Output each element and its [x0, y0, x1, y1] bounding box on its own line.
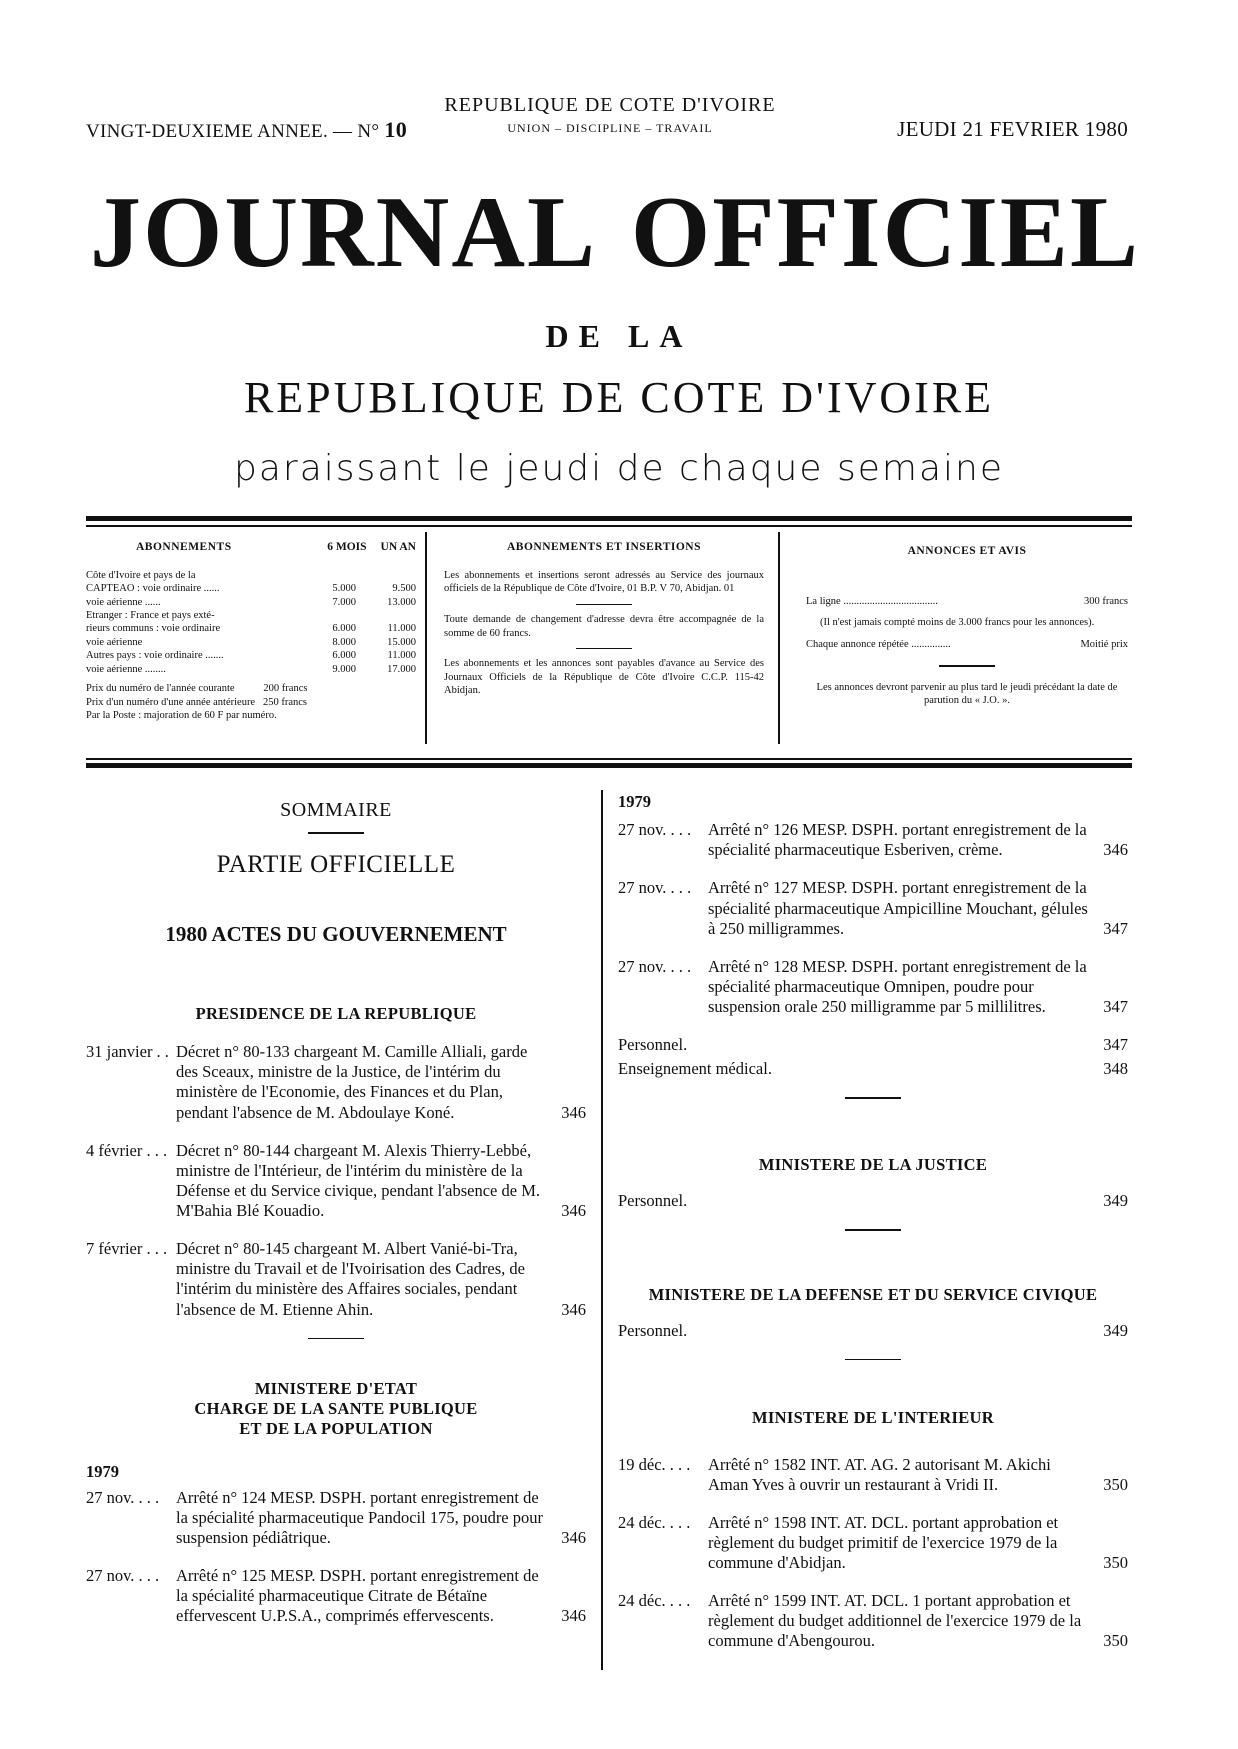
box-divider-1 — [425, 532, 427, 744]
minimum-charge-note: (Il n'est jamais compté moins de 3.000 francs pour les annonces). — [820, 617, 1095, 629]
price-past-issue: Prix d'un numéro d'une année antérieure 250 francs — [86, 696, 307, 708]
subscription-row — [86, 636, 416, 649]
summary-entry — [618, 1513, 1128, 1573]
subscription-year: 11.000 — [387, 650, 416, 662]
summary-entry — [86, 1239, 586, 1320]
sante-entries — [86, 1488, 586, 1627]
subscription-6months: 8.000 — [332, 636, 356, 648]
subscription-row — [86, 649, 416, 662]
justice-personnel-page: 349 — [1103, 1191, 1128, 1210]
entry-date: 27 nov. . . . — [86, 1487, 160, 1507]
entry-page: 346 — [561, 1299, 586, 1319]
entry-date: 24 déc. . . . — [618, 1512, 691, 1532]
personnel-row — [618, 1035, 1128, 1055]
right-separator-1 — [845, 1097, 901, 1099]
entry-text: Décret n° 80-145 chargeant M. Albert Vanié-bi-Tra, ministre du Travail et de l'Ivoirisation des Cadres, de l'intérim du ministère des Affaires sociales, pendant l'absence de M. Etienne Ahin. — [176, 1239, 525, 1319]
subscription-6months: 9.000 — [332, 663, 356, 675]
actes-heading: 1980 ACTES DU GOUVERNEMENT — [165, 922, 507, 947]
masthead-de-la: DE LA — [545, 318, 693, 354]
subscription-row — [86, 596, 416, 609]
announcements-box — [806, 544, 1128, 707]
announcements-separator — [939, 665, 995, 667]
entry-page: 346 — [561, 1102, 586, 1122]
entry-date: 31 janvier . . — [86, 1042, 169, 1062]
interieur-heading: MINISTERE DE L'INTERIEUR — [752, 1408, 994, 1428]
sante-entries-continued — [618, 820, 1128, 1017]
top-thick-rule — [86, 516, 1132, 521]
entry-text: Arrêté n° 1599 INT. AT. DCL. 1 portant approbation et règlement du budget additionnel de l'exercice 1979 de la commune d'Abengourou. — [708, 1591, 1082, 1651]
defense-personnel-row — [618, 1321, 1128, 1341]
subscription-label: voie aérienne — [86, 636, 143, 648]
summary-entry — [86, 1566, 586, 1626]
sante-heading-line1: MINISTERE D'ETAT — [254, 1379, 418, 1399]
entry-text: Arrêté n° 127 MESP. DSPH. portant enregistrement de la spécialité pharmaceutique Ampicilline Mouchant, gélules à 250 milligrammes. — [708, 878, 1088, 938]
subscription-label: voie aérienne ...... — [86, 596, 161, 608]
entry-page: 350 — [1103, 1474, 1128, 1494]
right-column — [618, 792, 1128, 1670]
presidence-entries — [86, 1042, 586, 1320]
enseignement-row — [618, 1059, 1128, 1079]
personnel-page: 347 — [1103, 1035, 1128, 1055]
year-1979-left: 1979 — [86, 1461, 119, 1481]
entry-page: 346 — [561, 1527, 586, 1547]
entry-date: 7 février . . . — [86, 1239, 168, 1259]
summary-entry — [86, 1042, 586, 1123]
subscription-row — [86, 622, 416, 635]
sante-heading-line2: CHARGE DE LA SANTE PUBLIQUE — [194, 1399, 478, 1419]
interieur-entries — [618, 1455, 1128, 1652]
right-separator-3 — [845, 1359, 901, 1361]
subscription-label: voie aérienne ........ — [86, 663, 166, 675]
national-motto: UNION – DISCIPLINE – TRAVAIL — [507, 121, 713, 135]
bottom-thin-rule — [86, 758, 1132, 760]
entry-text: Arrêté n° 125 MESP. DSPH. portant enregistrement de la spécialité pharmaceutique Citrate de Bétaïne effervescent U.P.S.A., comprimés effervescents. — [176, 1566, 539, 1626]
justice-personnel-label: Personnel. — [618, 1191, 688, 1210]
defense-heading: MINISTERE DE LA DEFENSE ET DU SERVICE CIVIQUE — [648, 1284, 1098, 1304]
sommaire-heading: SOMMAIRE — [280, 799, 392, 821]
insertions-address-change: Toute demande de changement d'adresse devra être accompagnée de la somme de 60 francs. — [444, 614, 764, 639]
price-current-issue: Prix du numéro de l'année courante 200 francs — [86, 683, 308, 695]
justice-heading: MINISTERE DE LA JUSTICE — [758, 1154, 988, 1174]
entry-date: 27 nov. . . . — [618, 956, 692, 976]
summary-entry — [618, 820, 1128, 860]
entry-page: 347 — [1103, 997, 1128, 1016]
masthead-title — [90, 176, 1140, 289]
subscriptions-col-year: UN AN — [380, 541, 416, 553]
masthead-word-journal: JOURNAL — [90, 176, 598, 289]
right-separator-2 — [845, 1229, 901, 1231]
issue-date: JEUDI 21 FEVRIER 1980 — [897, 117, 1128, 141]
subscription-6months: 6.000 — [332, 623, 356, 635]
subscription-label: CAPTEAO : voie ordinaire ...... — [86, 583, 220, 595]
defense-personnel-label: Personnel. — [618, 1320, 688, 1340]
subscriptions-table — [86, 569, 416, 677]
entry-page: 346 — [1103, 840, 1128, 860]
year-1979-right: 1979 — [618, 792, 651, 811]
masthead-word-officiel: OFFICIEL — [630, 176, 1140, 289]
insertions-payment: Les abonnements et les annonces sont payables d'avance au Service des Journaux Officiels de la République de Côte d'Ivoire C.C.P. 115-42 Abidjan. — [444, 658, 764, 697]
entry-page: 346 — [561, 1606, 586, 1626]
subscription-label: Etranger : France et pays exté- — [86, 610, 215, 622]
entry-date: 27 nov. . . . — [618, 878, 692, 898]
left-column — [86, 798, 586, 1644]
edition-label: VINGT-DEUXIEME ANNEE. — N° — [86, 121, 380, 142]
entry-page: 350 — [1103, 1553, 1128, 1572]
subscription-row — [86, 609, 416, 622]
subscription-year — [356, 569, 416, 582]
summary-entry — [618, 1591, 1128, 1651]
line-price-value: 300 francs — [1083, 595, 1128, 607]
entry-text: Décret n° 80-144 chargeant M. Alexis Thierry-Lebbé, ministre de l'Intérieur, de l'intérim du ministère de la Défense et du Service civique, pendant l'absence de M. M'Bahia Blé Kouadio. — [176, 1140, 540, 1220]
subscription-row — [86, 582, 416, 595]
entry-date: 27 nov. . . . — [86, 1566, 160, 1585]
subscription-year: 13.000 — [387, 596, 416, 608]
republic-name: REPUBLIQUE DE COTE D'IVOIRE — [444, 94, 776, 116]
line-price-label: La ligne .................................... — [806, 595, 938, 607]
summary-entry — [618, 957, 1128, 1017]
enseignement-label: Enseignement médical. — [618, 1059, 772, 1079]
subscription-row — [86, 569, 416, 582]
summary-entry — [618, 878, 1128, 938]
entry-text: Arrêté n° 126 MESP. DSPH. portant enregistrement de la spécialité pharmaceutique Esberiven, crème. — [708, 820, 1087, 860]
subscription-year: 17.000 — [387, 663, 416, 675]
entry-page: 347 — [1103, 918, 1128, 938]
subscription-year — [356, 609, 416, 622]
republic-header — [380, 94, 840, 136]
subscriptions-heading: ABONNEMENTS — [136, 541, 232, 553]
masthead-republic: REPUBLIQUE DE COTE D'IVOIRE — [243, 373, 995, 422]
enseignement-page: 348 — [1103, 1059, 1128, 1079]
repeat-value: Moitié prix — [1080, 638, 1128, 650]
sommaire-rule — [308, 832, 364, 834]
masthead-tagline: paraissant le jeudi de chaque semaine — [234, 448, 1004, 489]
entry-text: Arrêté n° 124 MESP. DSPH. portant enregistrement de la spécialité pharmaceutique Pandocil 175, poudre pour suspension pédiâtrique. — [176, 1487, 544, 1547]
summary-entry — [86, 1141, 586, 1222]
entry-date: 4 février . . . — [86, 1140, 168, 1160]
insertions-address: Les abonnements et insertions seront adressés au Service des journaux officiels de la République de Côte d'Ivoire, 01 B.P. V 70, Abidjan. 01 — [444, 569, 764, 595]
bottom-thick-rule — [86, 763, 1132, 768]
subscription-6months: 6.000 — [332, 650, 356, 662]
postal-surcharge: Par la Poste : majoration de 60 F par numéro. — [86, 710, 277, 722]
sante-heading-line3: ET DE LA POPULATION — [239, 1419, 433, 1439]
entry-date: 27 nov. . . . — [618, 820, 692, 840]
left-separator — [308, 1338, 364, 1340]
announcements-deadline: Les annonces devront parvenir au plus tard le jeudi précédant la date de parution du « J.O. ». — [816, 681, 1118, 706]
subscription-label: rieurs communs : voie ordinaire — [86, 623, 221, 635]
subscriptions-col-6months: 6 MOIS — [327, 541, 367, 553]
defense-personnel-page: 349 — [1103, 1320, 1128, 1340]
subscription-6months: 7.000 — [332, 596, 356, 608]
subscription-label: Autres pays : voie ordinaire ....... — [86, 650, 224, 662]
entry-text: Arrêté n° 128 MESP. DSPH. portant enregistrement de la spécialité pharmaceutique Omnipen, poudre pour suspension orale 250 milligramme par 5 millilitres. — [708, 956, 1087, 1016]
personnel-label: Personnel. — [618, 1035, 688, 1055]
summary-entry — [86, 1488, 586, 1548]
entry-page: 346 — [561, 1201, 586, 1220]
subscription-6months — [312, 569, 356, 582]
entry-page: 350 — [1103, 1631, 1128, 1651]
subscription-6months: 5.000 — [332, 583, 356, 595]
column-divider — [601, 790, 603, 1670]
repeat-label: Chaque annonce répétée ............... — [806, 638, 951, 650]
entry-date: 19 déc. . . . — [618, 1454, 691, 1474]
top-thin-rule — [86, 525, 1132, 527]
subscription-label: Côte d'Ivoire et pays de la — [86, 569, 196, 581]
partie-officielle-heading: PARTIE OFFICIELLE — [216, 850, 456, 878]
subscription-row — [86, 663, 416, 676]
announcements-heading: ANNONCES ET AVIS — [907, 545, 1027, 557]
presidence-heading: PRESIDENCE DE LA REPUBLIQUE — [195, 1004, 477, 1023]
insertions-box — [444, 540, 764, 698]
issue-number: 10 — [384, 117, 408, 142]
subscription-6months — [312, 609, 356, 622]
entry-text: Arrêté n° 1598 INT. AT. DCL. portant approbation et règlement du budget primitif de l'exercice 1979 de la commune d'Abidjan. — [708, 1512, 1059, 1572]
box-divider-2 — [778, 532, 780, 744]
subscription-year: 15.000 — [387, 636, 416, 648]
edition-line — [86, 117, 407, 143]
entry-text: Décret n° 80-133 chargeant M. Camille Alliali, garde des Sceaux, ministre de la Justice, de l'intérim du ministère de l'Economie, des Finances et du Plan, pendant l'absence de M. Abdoulaye Koné. — [176, 1042, 528, 1122]
subscription-year: 11.000 — [387, 623, 416, 635]
entry-date: 24 déc. . . . — [618, 1591, 691, 1611]
justice-personnel-row — [618, 1191, 1128, 1211]
summary-entry — [618, 1455, 1128, 1495]
insertions-separator-1 — [576, 604, 632, 606]
subscriptions-box — [86, 540, 416, 723]
insertions-separator-2 — [576, 648, 632, 650]
insertions-heading: ABONNEMENTS ET INSERTIONS — [506, 541, 702, 553]
subscription-year: 9.500 — [392, 583, 416, 595]
entry-text: Arrêté n° 1582 INT. AT. AG. 2 autorisant M. Akichi Aman Yves à ouvrir un restaurant à Vridi II. — [708, 1454, 1051, 1494]
